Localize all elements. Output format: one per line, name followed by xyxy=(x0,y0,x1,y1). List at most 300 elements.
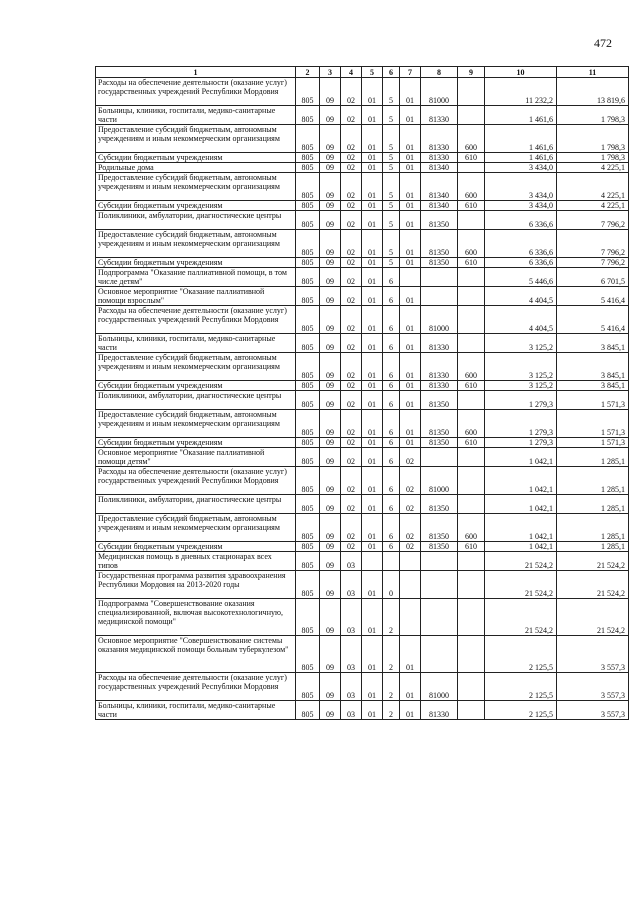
name-cell: Поликлиники, амбулатории, диагностические центры xyxy=(96,495,296,514)
value-2018-cell: 7 796,2 xyxy=(557,230,629,258)
value-2018-cell: 3 557,3 xyxy=(557,701,629,720)
value-2017-cell: 3 434,0 xyxy=(485,173,557,201)
header-cell-6: 6 xyxy=(383,67,400,78)
name-cell: Основное мероприятие "Оказание паллиативной помощи детям" xyxy=(96,448,296,467)
program-code-cell: 01 xyxy=(362,636,383,673)
value-2017-cell: 1 042,1 xyxy=(485,495,557,514)
subsection-code-cell: 02 xyxy=(341,495,362,514)
subsection-code-cell: 02 xyxy=(341,381,362,391)
expense-type-code-cell xyxy=(458,268,485,287)
ministry-code-cell: 805 xyxy=(296,173,320,201)
budget-table xyxy=(95,66,629,720)
section-code-cell: 09 xyxy=(320,636,341,673)
ministry-code-cell: 805 xyxy=(296,636,320,673)
subsection-code-cell: 02 xyxy=(341,230,362,258)
subprogram-code-cell: 6 xyxy=(383,514,400,542)
subprogram-code-cell: 2 xyxy=(383,673,400,701)
direction-code-cell: 81340 xyxy=(421,173,458,201)
event-code-cell: 01 xyxy=(400,230,421,258)
direction-code-cell xyxy=(421,599,458,636)
expense-type-code-cell xyxy=(458,552,485,571)
direction-code-cell: 81330 xyxy=(421,125,458,153)
table-row xyxy=(96,163,629,173)
program-code-cell: 01 xyxy=(362,78,383,106)
program-code-cell: 01 xyxy=(362,410,383,438)
subprogram-code-cell: 6 xyxy=(383,542,400,552)
direction-code-cell: 81350 xyxy=(421,542,458,552)
value-2017-cell: 3 125,2 xyxy=(485,353,557,381)
subsection-code-cell: 02 xyxy=(341,287,362,306)
value-2018-cell: 1 285,1 xyxy=(557,514,629,542)
subsection-code-cell: 03 xyxy=(341,701,362,720)
expense-type-code-cell xyxy=(458,495,485,514)
value-2018-cell: 4 225,1 xyxy=(557,201,629,211)
expense-type-code-cell: 610 xyxy=(458,258,485,268)
value-2018-cell: 1 285,1 xyxy=(557,495,629,514)
ministry-code-cell: 805 xyxy=(296,448,320,467)
value-2018-cell: 1 798,3 xyxy=(557,125,629,153)
header-cell-7: 7 xyxy=(400,67,421,78)
subsection-code-cell: 02 xyxy=(341,334,362,353)
direction-code-cell: 81330 xyxy=(421,701,458,720)
direction-code-cell: 81330 xyxy=(421,106,458,125)
section-code-cell: 09 xyxy=(320,306,341,334)
section-code-cell: 09 xyxy=(320,467,341,495)
expense-type-code-cell xyxy=(458,287,485,306)
program-code-cell: 01 xyxy=(362,542,383,552)
table-row xyxy=(96,78,629,106)
header-cell-4: 4 xyxy=(341,67,362,78)
name-cell: Основное мероприятие "Совершенствование системы оказания медицинской помощи больным туберкулезом" xyxy=(96,636,296,673)
ministry-code-cell: 805 xyxy=(296,514,320,542)
name-cell: Предоставление субсидий бюджетным, автономным учреждениям и иным некоммерческим организациям xyxy=(96,353,296,381)
program-code-cell: 01 xyxy=(362,258,383,268)
subprogram-code-cell: 6 xyxy=(383,268,400,287)
direction-code-cell: 81350 xyxy=(421,258,458,268)
direction-code-cell: 81340 xyxy=(421,201,458,211)
table-row xyxy=(96,514,629,542)
expense-type-code-cell xyxy=(458,448,485,467)
value-2017-cell: 2 125,5 xyxy=(485,701,557,720)
section-code-cell: 09 xyxy=(320,701,341,720)
value-2018-cell: 1 285,1 xyxy=(557,448,629,467)
table-row xyxy=(96,467,629,495)
name-cell: Больницы, клиники, госпитали, медико-санитарные части xyxy=(96,334,296,353)
table-row xyxy=(96,636,629,673)
expense-type-code-cell: 610 xyxy=(458,381,485,391)
event-code-cell: 02 xyxy=(400,495,421,514)
table-row xyxy=(96,599,629,636)
table-row xyxy=(96,542,629,552)
event-code-cell: 02 xyxy=(400,542,421,552)
direction-code-cell xyxy=(421,552,458,571)
name-cell: Расходы на обеспечение деятельности (оказание услуг) государственных учреждений Республики Мордовия xyxy=(96,673,296,701)
value-2018-cell: 21 524,2 xyxy=(557,599,629,636)
section-code-cell: 09 xyxy=(320,268,341,287)
expense-type-code-cell: 610 xyxy=(458,438,485,448)
header-cell-5: 5 xyxy=(362,67,383,78)
event-code-cell: 01 xyxy=(400,334,421,353)
expense-type-code-cell xyxy=(458,334,485,353)
name-cell: Субсидии бюджетным учреждениям xyxy=(96,153,296,163)
value-2017-cell: 4 404,5 xyxy=(485,306,557,334)
section-code-cell: 09 xyxy=(320,287,341,306)
value-2017-cell: 1 042,1 xyxy=(485,514,557,542)
program-code-cell: 01 xyxy=(362,448,383,467)
direction-code-cell: 81350 xyxy=(421,230,458,258)
direction-code-cell xyxy=(421,448,458,467)
value-2018-cell: 1 798,3 xyxy=(557,106,629,125)
subprogram-code-cell: 5 xyxy=(383,78,400,106)
subprogram-code-cell: 5 xyxy=(383,211,400,230)
table-header-row xyxy=(96,67,629,78)
expense-type-code-cell xyxy=(458,391,485,410)
table-row xyxy=(96,153,629,163)
event-code-cell: 01 xyxy=(400,106,421,125)
direction-code-cell: 81330 xyxy=(421,334,458,353)
program-code-cell: 01 xyxy=(362,673,383,701)
event-code-cell: 01 xyxy=(400,78,421,106)
subsection-code-cell: 02 xyxy=(341,163,362,173)
direction-code-cell: 81000 xyxy=(421,673,458,701)
subsection-code-cell: 02 xyxy=(341,125,362,153)
header-cell-9: 9 xyxy=(458,67,485,78)
value-2017-cell: 2 125,5 xyxy=(485,673,557,701)
subsection-code-cell: 03 xyxy=(341,599,362,636)
direction-code-cell: 81350 xyxy=(421,410,458,438)
value-2017-cell: 3 125,2 xyxy=(485,334,557,353)
subprogram-code-cell: 6 xyxy=(383,438,400,448)
name-cell: Расходы на обеспечение деятельности (оказание услуг) государственных учреждений Республики Мордовия xyxy=(96,467,296,495)
program-code-cell: 01 xyxy=(362,125,383,153)
table-row xyxy=(96,381,629,391)
value-2017-cell: 21 524,2 xyxy=(485,599,557,636)
program-code-cell: 01 xyxy=(362,353,383,381)
section-code-cell: 09 xyxy=(320,163,341,173)
event-code-cell: 01 xyxy=(400,391,421,410)
name-cell: Субсидии бюджетным учреждениям xyxy=(96,201,296,211)
ministry-code-cell: 805 xyxy=(296,495,320,514)
expense-type-code-cell: 610 xyxy=(458,153,485,163)
direction-code-cell: 81330 xyxy=(421,353,458,381)
name-cell: Медицинская помощь в дневных стационарах всех типов xyxy=(96,552,296,571)
ministry-code-cell: 805 xyxy=(296,78,320,106)
direction-code-cell: 81000 xyxy=(421,467,458,495)
value-2017-cell: 1 279,3 xyxy=(485,438,557,448)
section-code-cell: 09 xyxy=(320,106,341,125)
subsection-code-cell: 02 xyxy=(341,410,362,438)
program-code-cell: 01 xyxy=(362,599,383,636)
value-2017-cell: 2 125,5 xyxy=(485,636,557,673)
section-code-cell: 09 xyxy=(320,448,341,467)
table-row xyxy=(96,353,629,381)
expense-type-code-cell: 610 xyxy=(458,542,485,552)
ministry-code-cell: 805 xyxy=(296,125,320,153)
section-code-cell: 09 xyxy=(320,542,341,552)
ministry-code-cell: 805 xyxy=(296,673,320,701)
subsection-code-cell: 03 xyxy=(341,636,362,673)
subprogram-code-cell: 6 xyxy=(383,353,400,381)
ministry-code-cell: 805 xyxy=(296,467,320,495)
subsection-code-cell: 02 xyxy=(341,391,362,410)
name-cell: Субсидии бюджетным учреждениям xyxy=(96,381,296,391)
event-code-cell: 02 xyxy=(400,467,421,495)
name-cell: Субсидии бюджетным учреждениям xyxy=(96,258,296,268)
subsection-code-cell: 03 xyxy=(341,571,362,599)
value-2017-cell: 1 461,6 xyxy=(485,153,557,163)
ministry-code-cell: 805 xyxy=(296,410,320,438)
section-code-cell: 09 xyxy=(320,201,341,211)
program-code-cell: 01 xyxy=(362,230,383,258)
expense-type-code-cell xyxy=(458,106,485,125)
value-2017-cell: 1 461,6 xyxy=(485,106,557,125)
event-code-cell: 01 xyxy=(400,353,421,381)
subprogram-code-cell: 2 xyxy=(383,636,400,673)
table-row xyxy=(96,268,629,287)
section-code-cell: 09 xyxy=(320,125,341,153)
table-row xyxy=(96,391,629,410)
subsection-code-cell: 02 xyxy=(341,353,362,381)
value-2017-cell: 3 434,0 xyxy=(485,201,557,211)
subsection-code-cell: 02 xyxy=(341,173,362,201)
value-2017-cell: 6 336,6 xyxy=(485,230,557,258)
table-row xyxy=(96,673,629,701)
program-code-cell: 01 xyxy=(362,334,383,353)
event-code-cell: 01 xyxy=(400,201,421,211)
program-code-cell xyxy=(362,552,383,571)
name-cell: Подпрограмма "Совершенствование оказания специализированной, включая высокотехнологичную, медицинской помощи" xyxy=(96,599,296,636)
expense-type-code-cell xyxy=(458,211,485,230)
table-row xyxy=(96,571,629,599)
expense-type-code-cell xyxy=(458,78,485,106)
value-2018-cell: 1 571,3 xyxy=(557,391,629,410)
event-code-cell: 01 xyxy=(400,636,421,673)
program-code-cell: 01 xyxy=(362,438,383,448)
subprogram-code-cell xyxy=(383,552,400,571)
table-row xyxy=(96,495,629,514)
section-code-cell: 09 xyxy=(320,230,341,258)
value-2018-cell: 1 285,1 xyxy=(557,467,629,495)
name-cell: Предоставление субсидий бюджетным, автономным учреждениям и иным некоммерческим организациям xyxy=(96,514,296,542)
program-code-cell: 01 xyxy=(362,514,383,542)
value-2017-cell: 1 279,3 xyxy=(485,391,557,410)
expense-type-code-cell xyxy=(458,701,485,720)
direction-code-cell: 81000 xyxy=(421,306,458,334)
value-2018-cell: 5 416,4 xyxy=(557,287,629,306)
ministry-code-cell: 805 xyxy=(296,542,320,552)
event-code-cell: 01 xyxy=(400,258,421,268)
ministry-code-cell: 805 xyxy=(296,391,320,410)
program-code-cell: 01 xyxy=(362,106,383,125)
section-code-cell: 09 xyxy=(320,334,341,353)
header-cell-8: 8 xyxy=(421,67,458,78)
event-code-cell xyxy=(400,571,421,599)
subsection-code-cell: 02 xyxy=(341,306,362,334)
section-code-cell: 09 xyxy=(320,353,341,381)
expense-type-code-cell: 600 xyxy=(458,125,485,153)
section-code-cell: 09 xyxy=(320,552,341,571)
value-2017-cell: 5 446,6 xyxy=(485,268,557,287)
event-code-cell: 01 xyxy=(400,163,421,173)
value-2018-cell: 3 845,1 xyxy=(557,334,629,353)
value-2018-cell: 5 416,4 xyxy=(557,306,629,334)
subsection-code-cell: 02 xyxy=(341,211,362,230)
subprogram-code-cell: 2 xyxy=(383,701,400,720)
subprogram-code-cell: 2 xyxy=(383,599,400,636)
direction-code-cell: 81350 xyxy=(421,391,458,410)
name-cell: Расходы на обеспечение деятельности (оказание услуг) государственных учреждений Республики Мордовия xyxy=(96,306,296,334)
page-number: 472 xyxy=(594,36,612,50)
subsection-code-cell: 02 xyxy=(341,448,362,467)
event-code-cell: 01 xyxy=(400,173,421,201)
value-2018-cell: 3 557,3 xyxy=(557,673,629,701)
direction-code-cell: 81000 xyxy=(421,78,458,106)
table-row xyxy=(96,438,629,448)
event-code-cell: 01 xyxy=(400,673,421,701)
program-code-cell: 01 xyxy=(362,701,383,720)
subprogram-code-cell: 0 xyxy=(383,571,400,599)
subprogram-code-cell: 6 xyxy=(383,381,400,391)
value-2018-cell: 13 819,6 xyxy=(557,78,629,106)
program-code-cell: 01 xyxy=(362,381,383,391)
value-2018-cell: 21 524,2 xyxy=(557,571,629,599)
event-code-cell: 01 xyxy=(400,211,421,230)
subprogram-code-cell: 5 xyxy=(383,201,400,211)
value-2018-cell: 3 557,3 xyxy=(557,636,629,673)
section-code-cell: 09 xyxy=(320,673,341,701)
subprogram-code-cell: 6 xyxy=(383,287,400,306)
program-code-cell: 01 xyxy=(362,163,383,173)
section-code-cell: 09 xyxy=(320,381,341,391)
table-row xyxy=(96,334,629,353)
ministry-code-cell: 805 xyxy=(296,334,320,353)
program-code-cell: 01 xyxy=(362,391,383,410)
ministry-code-cell: 805 xyxy=(296,381,320,391)
table-row xyxy=(96,125,629,153)
value-2018-cell: 1 571,3 xyxy=(557,410,629,438)
subprogram-code-cell: 6 xyxy=(383,448,400,467)
name-cell: Расходы на обеспечение деятельности (оказание услуг) государственных учреждений Республики Мордовия xyxy=(96,78,296,106)
program-code-cell: 01 xyxy=(362,201,383,211)
event-code-cell: 02 xyxy=(400,448,421,467)
header-cell-10: 10 xyxy=(485,67,557,78)
value-2018-cell: 4 225,1 xyxy=(557,173,629,201)
name-cell: Предоставление субсидий бюджетным, автономным учреждениям и иным некоммерческим организациям xyxy=(96,230,296,258)
subprogram-code-cell: 6 xyxy=(383,306,400,334)
subprogram-code-cell: 5 xyxy=(383,153,400,163)
section-code-cell: 09 xyxy=(320,410,341,438)
header-cell-3: 3 xyxy=(320,67,341,78)
section-code-cell: 09 xyxy=(320,571,341,599)
header-cell-2: 2 xyxy=(296,67,320,78)
name-cell: Больницы, клиники, госпитали, медико-санитарные части xyxy=(96,701,296,720)
value-2018-cell: 7 796,2 xyxy=(557,211,629,230)
expense-type-code-cell xyxy=(458,571,485,599)
section-code-cell: 09 xyxy=(320,391,341,410)
subsection-code-cell: 02 xyxy=(341,201,362,211)
subsection-code-cell: 02 xyxy=(341,467,362,495)
section-code-cell: 09 xyxy=(320,173,341,201)
name-cell: Предоставление субсидий бюджетным, автономным учреждениям и иным некоммерческим организациям xyxy=(96,410,296,438)
value-2017-cell: 3 434,0 xyxy=(485,163,557,173)
ministry-code-cell: 805 xyxy=(296,438,320,448)
subprogram-code-cell: 6 xyxy=(383,467,400,495)
name-cell: Родильные дома xyxy=(96,163,296,173)
section-code-cell: 09 xyxy=(320,514,341,542)
table-row xyxy=(96,211,629,230)
subprogram-code-cell: 5 xyxy=(383,163,400,173)
value-2017-cell: 11 232,2 xyxy=(485,78,557,106)
subprogram-code-cell: 6 xyxy=(383,495,400,514)
expense-type-code-cell: 600 xyxy=(458,410,485,438)
ministry-code-cell: 805 xyxy=(296,106,320,125)
table-row xyxy=(96,701,629,720)
expense-type-code-cell xyxy=(458,636,485,673)
program-code-cell: 01 xyxy=(362,268,383,287)
program-code-cell: 01 xyxy=(362,173,383,201)
expense-type-code-cell: 600 xyxy=(458,514,485,542)
expense-type-code-cell xyxy=(458,467,485,495)
subsection-code-cell: 02 xyxy=(341,258,362,268)
table-row xyxy=(96,230,629,258)
header-cell-1: 1 xyxy=(96,67,296,78)
ministry-code-cell: 805 xyxy=(296,571,320,599)
expense-type-code-cell: 600 xyxy=(458,230,485,258)
value-2017-cell: 1 279,3 xyxy=(485,410,557,438)
program-code-cell: 01 xyxy=(362,306,383,334)
value-2017-cell: 6 336,6 xyxy=(485,258,557,268)
name-cell: Основное мероприятие "Оказание паллиативной помощи взрослым" xyxy=(96,287,296,306)
value-2017-cell: 1 042,1 xyxy=(485,448,557,467)
event-code-cell xyxy=(400,552,421,571)
ministry-code-cell: 805 xyxy=(296,211,320,230)
subprogram-code-cell: 5 xyxy=(383,173,400,201)
value-2017-cell: 21 524,2 xyxy=(485,571,557,599)
name-cell: Больницы, клиники, госпитали, медико-санитарные части xyxy=(96,106,296,125)
event-code-cell: 01 xyxy=(400,410,421,438)
direction-code-cell: 81350 xyxy=(421,438,458,448)
ministry-code-cell: 805 xyxy=(296,701,320,720)
program-code-cell: 01 xyxy=(362,211,383,230)
section-code-cell: 09 xyxy=(320,438,341,448)
subsection-code-cell: 03 xyxy=(341,673,362,701)
direction-code-cell: 81350 xyxy=(421,495,458,514)
ministry-code-cell: 805 xyxy=(296,599,320,636)
expense-type-code-cell: 600 xyxy=(458,353,485,381)
name-cell: Субсидии бюджетным учреждениям xyxy=(96,542,296,552)
event-code-cell: 01 xyxy=(400,306,421,334)
value-2018-cell: 7 796,2 xyxy=(557,258,629,268)
event-code-cell: 01 xyxy=(400,287,421,306)
subsection-code-cell: 02 xyxy=(341,153,362,163)
event-code-cell: 01 xyxy=(400,701,421,720)
subsection-code-cell: 02 xyxy=(341,438,362,448)
value-2017-cell: 1 042,1 xyxy=(485,542,557,552)
program-code-cell: 01 xyxy=(362,495,383,514)
value-2017-cell: 1 461,6 xyxy=(485,125,557,153)
value-2018-cell: 3 845,1 xyxy=(557,353,629,381)
subprogram-code-cell: 5 xyxy=(383,106,400,125)
direction-code-cell: 81350 xyxy=(421,211,458,230)
value-2018-cell: 3 845,1 xyxy=(557,381,629,391)
value-2017-cell: 6 336,6 xyxy=(485,211,557,230)
table-row xyxy=(96,448,629,467)
direction-code-cell xyxy=(421,571,458,599)
program-code-cell: 01 xyxy=(362,571,383,599)
ministry-code-cell: 805 xyxy=(296,353,320,381)
program-code-cell: 01 xyxy=(362,153,383,163)
subprogram-code-cell: 5 xyxy=(383,258,400,268)
